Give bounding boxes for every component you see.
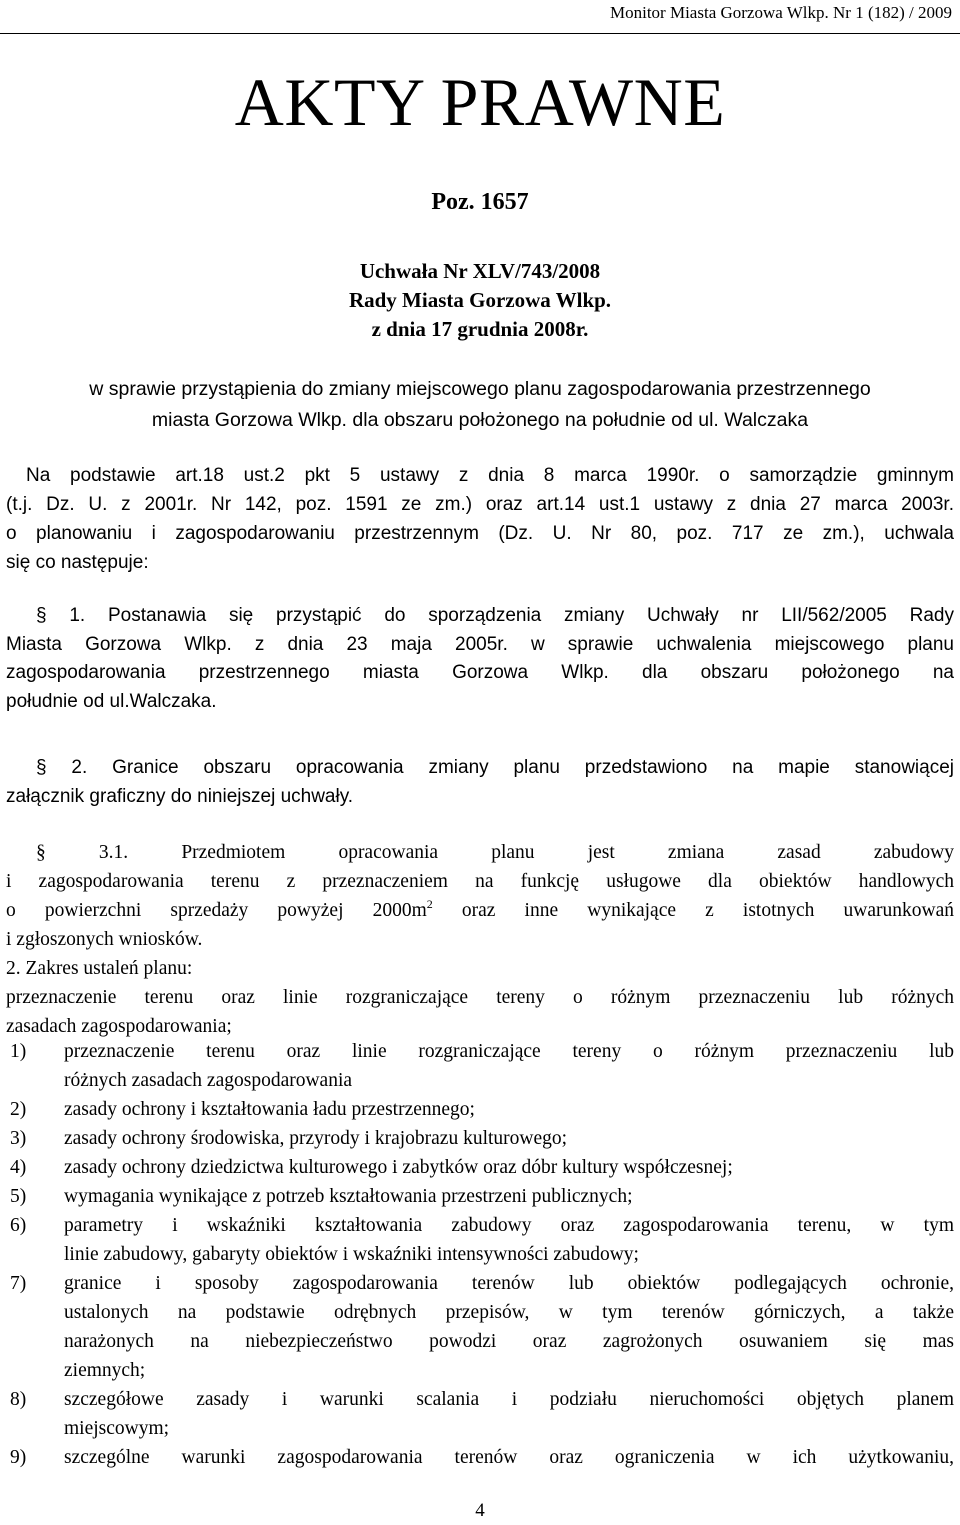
resolution-subject [0, 374, 960, 436]
area-unit-exponent: 2 [426, 897, 433, 911]
list-item-line: szczególne warunki zagospodarowania terenów oraz ograniczenia w ich użytkowaniu, [64, 1447, 954, 1468]
list-item-text [64, 1211, 954, 1269]
paragraph-2 [6, 753, 954, 811]
list-item-number: 4) [10, 1157, 27, 1178]
paragraph-line: i zagospodarowania terenu z przeznaczeniem na funkcję usługowe dla obiektów handlowych [6, 871, 954, 892]
paragraph-line: zagospodarowania przestrzennego miasta Gorzowa Wlkp. dla obszaru położonego na [6, 662, 954, 683]
list-item [6, 1443, 954, 1472]
running-header: Monitor Miasta Gorzowa Wlkp. Nr 1 (182) / 2009 [610, 3, 952, 22]
list-item-text [64, 1095, 954, 1124]
area-text: o powierzchni sprzedaży powyżej 2000m [6, 900, 427, 921]
list-item-line: narażonych na niebezpieczeństwo powodzi oraz zagrożonych osuwaniem się mas [64, 1331, 954, 1352]
preamble-line: (t.j. Dz. U. z 2001r. Nr 142, poz. 1591 ze zm.) oraz art.14 ust.1 ustawy z dnia 27 marca 2003r. [6, 494, 954, 515]
scope-list [6, 1037, 954, 1472]
list-item-line: zasady ochrony środowiska, przyrody i krajobrazu kulturowego; [64, 1128, 568, 1149]
list-item-number: 7) [10, 1273, 27, 1294]
paragraph-line: Miasta Gorzowa Wlkp. z dnia 23 maja 2005r. w sprawie uchwalenia miejscowego planu [6, 633, 954, 655]
list-item [6, 1211, 954, 1269]
list-item-text [64, 1182, 954, 1211]
list-item-line: różnych zasadach zagospodarowania [64, 1070, 353, 1091]
scope-heading: 2. Zakres ustaleń planu: [6, 958, 193, 979]
list-item-number: 3) [10, 1128, 27, 1149]
header-divider [0, 33, 960, 34]
list-item [6, 1153, 954, 1182]
list-item-line: linie zabudowy, gabaryty obiektów i wskaźniki intensywności zabudowy; [64, 1244, 639, 1265]
preamble-line: o planowaniu i zagospodarowaniu przestrzennym (Dz. U. Nr 80, poz. 717 ze zm.), uchwala [6, 523, 954, 544]
paragraph-line: przeznaczenie terenu oraz linie rozgraniczające tereny o różnym przeznaczeniu lub różnych [6, 987, 954, 1008]
resolution-date: z dnia 17 grudnia 2008r. [371, 317, 589, 341]
subject-line: w sprawie przystąpienia do zmiany miejscowego planu zagospodarowania przestrzennego [89, 378, 871, 400]
list-item [6, 1037, 954, 1095]
list-item-text [64, 1153, 954, 1182]
paragraph-line: § 1. Postanawia się przystąpić do sporządzenia zmiany Uchwały nr LII/562/2005 Rady [36, 605, 954, 626]
list-item-number: 8) [10, 1389, 27, 1410]
list-item-line: miejscowym; [64, 1418, 170, 1439]
list-item-text [64, 1037, 954, 1095]
list-item-number: 9) [10, 1447, 27, 1468]
paragraph-line: § 3.1. Przedmiotem opracowania planu jest zmiana zasad zabudowy [36, 842, 954, 863]
preamble [6, 461, 954, 577]
list-item-line: zasady ochrony i kształtowania ładu przestrzennego; [64, 1099, 475, 1120]
paragraph-1 [6, 602, 954, 716]
paragraph-line: załącznik graficzny do niniejszej uchwały. [6, 786, 354, 807]
position-number: Poz. 1657 [431, 189, 529, 215]
list-item-line: granice i sposoby zagospodarowania terenów lub obiektów podlegających ochronie, [64, 1273, 954, 1294]
list-item-line: parametry i wskaźniki kształtowania zabudowy oraz zagospodarowania terenu, w tym [64, 1215, 954, 1236]
list-item-line: wymagania wynikające z potrzeb kształtowania przestrzeni publicznych; [64, 1186, 633, 1207]
resolution-issuer: Rady Miasta Gorzowa Wlkp. [348, 288, 612, 312]
list-item-line: zasady ochrony dziedzictwa kulturowego i zabytków oraz dóbr kultury współczesnej; [64, 1157, 733, 1178]
paragraph-3 [6, 838, 954, 1041]
paragraph-line: zasadach zagospodarowania; [6, 1016, 232, 1037]
list-item-line: szczegółowe zasady i warunki scalania i podziału nieruchomości objętych planem [64, 1389, 954, 1410]
list-item [6, 1095, 954, 1124]
list-item-line: przeznaczenie terenu oraz linie rozgraniczające tereny o różnym przeznaczeniu lub [64, 1041, 954, 1062]
page-number: 4 [475, 1500, 485, 1521]
list-item-text [64, 1385, 954, 1443]
resolution-heading [0, 257, 960, 344]
list-item [6, 1124, 954, 1153]
preamble-line: Na podstawie art.18 ust.2 pkt 5 ustawy z dnia 8 marca 1990r. o samorządzie gminnym [26, 465, 954, 486]
list-item-line: ustalonych na podstawie odrębnych przepisów, w tym terenów górniczych, a także [64, 1302, 954, 1323]
list-item-text [64, 1124, 954, 1153]
paragraph-line: § 2. Granice obszaru opracowania zmiany planu przedstawiono na mapie stanowiącej [36, 757, 954, 778]
list-item [6, 1269, 954, 1385]
list-item-text [64, 1443, 954, 1472]
paragraph-line-with-superscript [6, 896, 954, 925]
resolution-number: Uchwała Nr XLV/743/2008 [359, 259, 601, 283]
section-title: AKTY PRAWNE [234, 64, 726, 140]
list-item-number: 5) [10, 1186, 27, 1207]
list-item-number: 6) [10, 1215, 27, 1236]
paragraph-line: południe od ul.Walczaka. [6, 690, 217, 712]
list-item-text [64, 1269, 954, 1385]
subject-line: miasta Gorzowa Wlkp. dla obszaru położonego na południe od ul. Walczaka [151, 409, 809, 431]
preamble-line: się co następuje: [6, 552, 149, 573]
list-item-number: 2) [10, 1099, 27, 1120]
list-item [6, 1385, 954, 1443]
paragraph-line: i zgłoszonych wniosków. [6, 929, 203, 950]
list-item-number: 1) [10, 1041, 27, 1062]
list-item-line: ziemnych; [64, 1360, 146, 1381]
area-text-continued: oraz inne wynikające z istotnych uwarunkowań [432, 900, 954, 921]
list-item [6, 1182, 954, 1211]
